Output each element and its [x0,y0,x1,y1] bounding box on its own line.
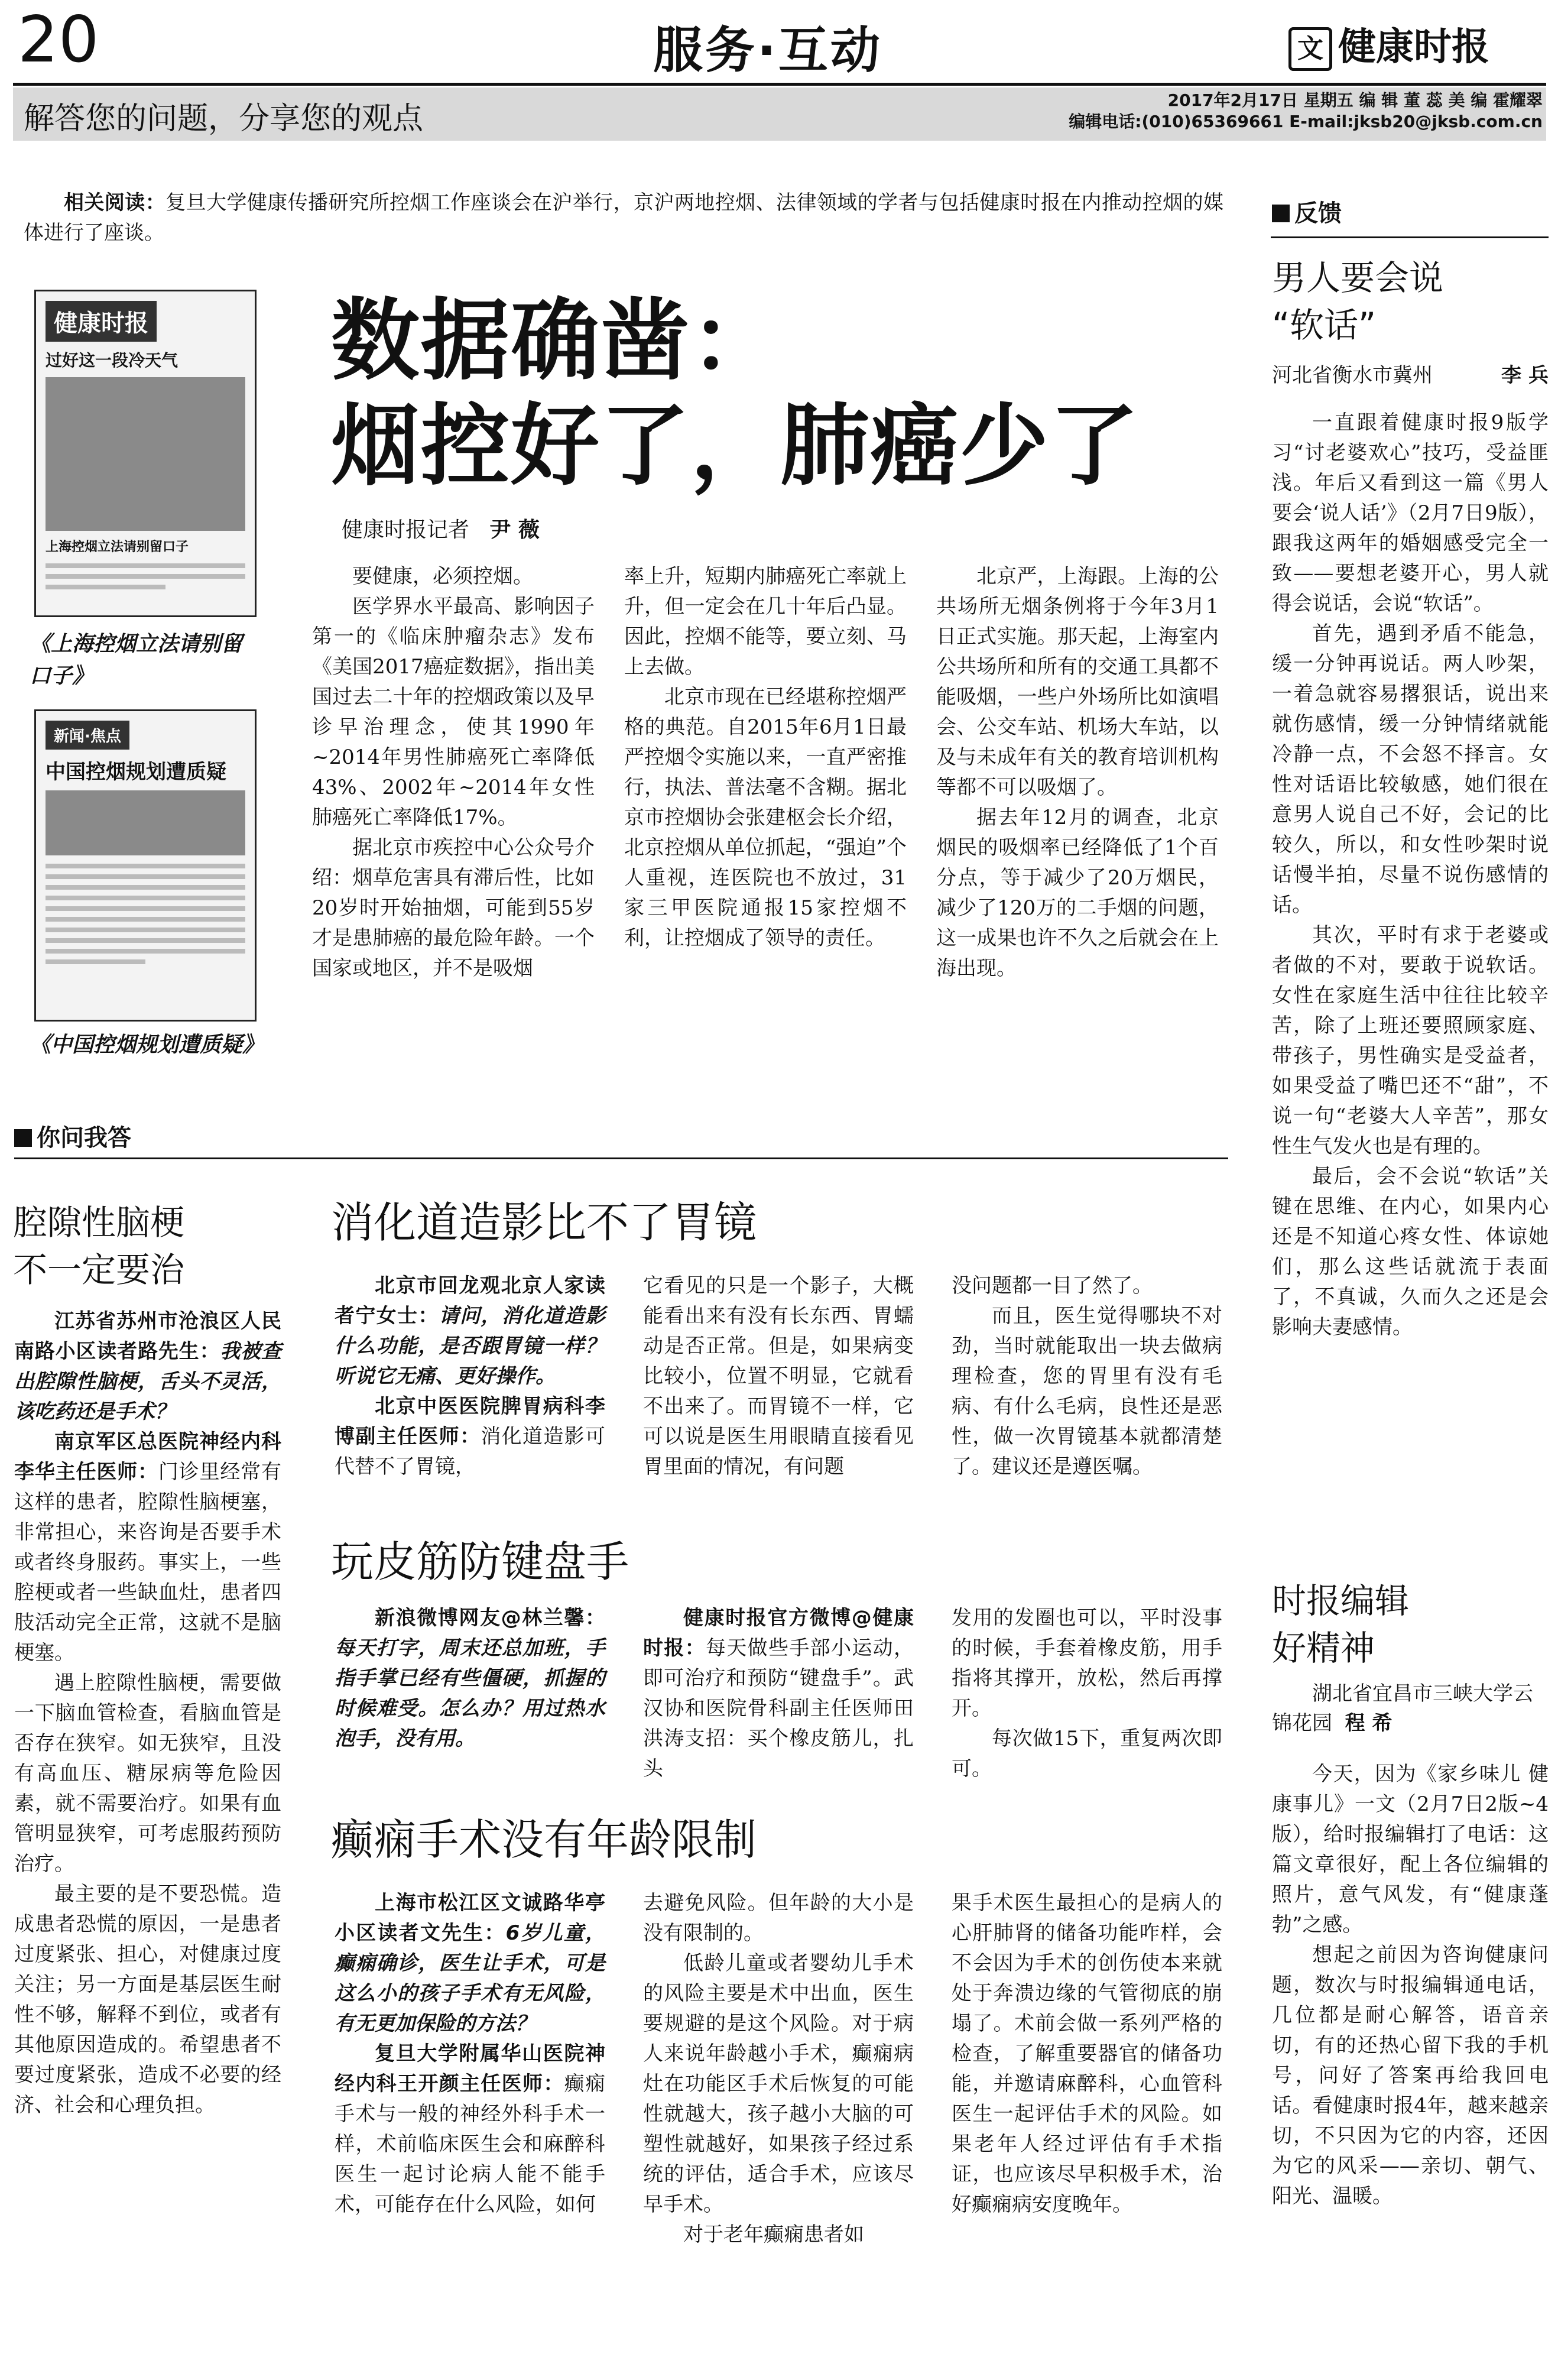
qa-article-4-col1 [335,1888,605,2220]
question-label: 上海市松江区文诚路华亭小区读者文先生： [335,1891,605,1945]
question-text: 请问，消化道造影什么功能，是否跟胃镜一样？听说它无痛、更好操作。 [335,1304,606,1388]
lead-paragraph: 北京市现在已经堪称控烟严格的典范。自2015年6月1日最严控烟令实施以来，一直严密推行，执法、普法毫不含糊。据北京市控烟协会张建枢会长介绍，北京控烟从单位抓起，“强迫”个人重视，连医院也不放过，31家三甲医院通报15家控烟不利，让控烟成了领导的责任。 [624,685,907,950]
letter-1-body [1272,408,1549,1343]
question-label: 江苏省苏州市沧浪区人民南路小区读者路先生： [14,1309,281,1363]
qa-article-2-col3 [952,1271,1222,1482]
lead-paragraph: 北京严，上海跟。上海的公共场所无烟条例将于今年3月1日正式实施。那天起，上海室内公共场所和所有的交通工具都不能吸烟，一些户外场所比如演唱会、公交车站、机场大车站，以及与未成年有关的教育培训机构等都不可以吸烟了。 [936,565,1219,799]
tagline: 解答您的问题，分享您的观点 [24,101,424,137]
thumbnail-logo: 新闻·焦点 [46,721,129,750]
related-reading-label: 相关阅读： [64,191,166,215]
answer-paragraph: 果手术医生最担心的是病人的心肝肺肾的储备功能咋样，会不会因为手术的创伤使本来就处于奔溃边缘的气管彻底的崩塌了。术前会做一系列严格的检查，了解重要器官的储备功能，并邀请麻醉科，心血管科医生一起评估手术的风险。如果老年人经过评估有手术指证，也应该尽早积极手术，治好癫痫病安度晚年。 [952,1891,1222,2216]
answer-paragraph: 没问题都一目了然了。 [952,1274,1153,1298]
letter-1-author [1272,361,1549,390]
answer-label: 健康时报官方微博@健康时报： [643,1606,914,1660]
issue-date-editors: 2017年2月17日 星期五 编 辑 董 蕊 美 编 霍耀翠 [1167,90,1543,110]
letter-paragraph: 其次，平时有求于老婆或者做的不对，要敢于说软话。女性在家庭生活中往往比较辛苦，除了上班还要照顾家庭、带孩子，男性确实是受益者，如果受益了嘴巴还不“甜”，不说一句“老婆大人辛苦”，那女性生气发火也是有理的。 [1272,923,1549,1158]
logo-mark-icon: 文 [1288,27,1332,71]
byline-name: 尹 薇 [489,518,540,542]
qa-article-3-col3 [952,1603,1222,1784]
answer-text: 门诊里经常有这样的患者，腔隙性脑梗塞，非常担心，来咨询是否要手术或者终身服药。事实上，一些腔梗或者一些缺血灶，患者四肢活动完全正常，这就不是脑梗塞。 [14,1460,282,1665]
answer-text: 每天做些手部小运动，即可治疗和预防“键盘手”。武汉协和医院骨科副主任医师田洪涛支招：买个橡皮筋儿，扎头 [643,1636,914,1781]
square-bullet-icon [14,1129,32,1147]
answer-paragraph: 遇上腔隙性脑梗，需要做一下脑血管检查，看脑血管是否存在狭窄。如无狭窄，且没有高血压、糖尿病等危险因素，就不需要治疗。如果有血管明显狭窄，可考虑服药预防治疗。 [14,1671,281,1876]
letter-2-body [1272,1759,1549,2212]
letter-2-author [1272,1679,1549,1738]
lead-column-1 [312,562,595,984]
lead-paragraph: 据去年12月的调查，北京烟民的吸烟率已经降低了1个百分点，等于减少了20万烟民，减少了120万的二手烟的问题，这一成果也许不久之后就会在上海出现。 [936,806,1219,980]
qa-article-3-col2 [643,1603,914,1784]
qa-article-2-col2 [643,1271,914,1482]
qa-article-3-col1 [335,1603,605,1754]
question-text: 每天打字，周末还总加班，手指手掌已经有些僵硬，抓握的时候难受。怎么办？用过热水泡手，没有用。 [335,1636,605,1750]
answer-label: 北京中医医院脾胃病科李博副主任医师： [335,1395,605,1448]
qa-article-4-col2 [643,1888,914,2250]
newspaper-thumbnail-1 [34,290,257,617]
author-name: 李 兵 [1501,364,1549,387]
thumbnail-footer: 上海控烟立法请别留口子 [46,540,189,555]
qa-article-1-title: 腔隙性脑梗 不一定要治 [13,1202,185,1290]
qa-article-1-body [14,1306,281,2120]
thumbnail-title: 过好这一段冷天气 [46,351,178,370]
lead-byline [342,513,540,543]
answer-paragraph: 它看见的只是一个影子，大概能看出来有没有长东西、胃蠕动是否正常。但是，如果病变比较小，位置不明显，它就看不出来了。而胃镜不一样，它可以说是医生用眼睛直接看见胃里面的情况，有问题 [643,1274,914,1478]
qa-article-3-title: 玩皮筋防键盘手 [331,1537,629,1587]
byline-label: 健康时报记者 [342,518,470,542]
qa-article-2-title: 消化道造影比不了胃镜 [331,1198,757,1247]
lead-headline-line2: 烟控好了，肺癌少了 [331,395,1140,498]
letter-paragraph: 首先，遇到矛盾不能急，缓一分钟再说话。两人吵架，一着急就容易撂狠话，说出来就伤感情，缓一分钟情绪就能冷静一点，不会怒不择言。女性对话语比较敏感，她们很在意男人说自己不好，会记的比较久，所以，和女性吵架时说话慢半拍，尽量不说伤感情的话。 [1272,622,1549,917]
thumbnail-photo [46,377,245,531]
author-name: 程 希 [1345,1711,1393,1735]
qa-article-2-col1 [335,1271,605,1482]
letter-paragraph: 最后，会不会说“软话”关键在思维、在内心，如果内心还是不知道心疼女性、体谅她们，那么这些话就流于表面了，不真诚，久而久之还是会影响夫妻感情。 [1272,1165,1549,1339]
question-label: 北京市回龙观北京人家读者宁女士： [335,1274,605,1328]
author-location: 河北省衡水市冀州 [1272,364,1433,387]
author-location: 湖北省宜昌市三峡大学云锦花园 [1272,1682,1533,1735]
lead-paragraph: 率上升，短期内肺癌死亡率就上升，但一定会在几十年后凸显。因此，控烟不能等，要立刻、马上去做。 [624,565,907,679]
square-bullet-icon [1272,205,1290,222]
thumbnail-caption-2: 《中国控烟规划遭质疑》 [30,1032,264,1057]
masthead-logo [1288,17,1489,71]
thumbnail-text-lines [46,864,245,964]
lead-column-2 [624,562,907,954]
qa-top-rule [14,1157,1228,1159]
thumbnail-logo: 健康时报 [46,301,157,342]
qa-column-label: 你问我答 [14,1123,131,1153]
answer-paragraph: 低龄儿童或者婴幼儿手术的风险主要是术中出血，医生要规避的是这个风险。对于病人来说年龄越小手术，癫痫病灶在功能区手术后恢复的可能性就越大，孩子越小大脑的可塑性就越好，如果孩子经过系统的评估，适合手术，应该尽早手术。 [643,1951,914,2216]
lead-paragraph: 要健康，必须控烟。 [352,565,533,588]
letter-2-title: 时报编辑 好精神 [1272,1581,1410,1668]
lead-paragraph: 医学界水平最高、影响因子第一的《临床肿瘤杂志》发布《美国2017癌症数据》，指出美国过去二十年的控烟政策以及早诊早治理念，使其1990年~2014年男性肺癌死亡率降低43%、2002年~2014年女性肺癌死亡率降低17%。 [312,595,595,829]
lead-headline [331,288,1229,499]
editor-contact: 编辑电话:(010)65369661 E-mail:jksb20@jksb.com.cn [1069,112,1543,131]
answer-paragraph: 而且，医生觉得哪块不对劲，当时就能取出一块去做病理检查，您的胃里有没有毛病、有什么毛病，良性还是恶性，做一次胃镜基本就都清楚了。建议还是遵医嘱。 [952,1304,1222,1478]
letter-paragraph: 今天，因为《家乡味儿 健康事儿》一文（2月7日2版~4版），给时报编辑打了电话：这篇文章很好，配上各位编辑的照片，意气风发，有“健康蓬勃”之感。 [1272,1762,1549,1937]
qa-article-4-title: 癫痫手术没有年龄限制 [331,1815,757,1865]
qa-article-4-col3 [952,1888,1222,2220]
question-text: 我被查出腔隙性脑梗，舌头不灵活，该吃药还是手术？ [14,1340,282,1424]
thumbnail-text-lines [46,563,245,589]
thumbnail-photo [46,790,245,855]
question-label: 新浪微博网友@林兰馨： [375,1606,605,1630]
related-reading-text: 复旦大学健康传播研究所控烟工作座谈会在沪举行，京沪两地控烟、法律领域的学者与包括健康时报在内推动控烟的媒体进行了座谈。 [24,191,1224,245]
logo-text: 健康时报 [1338,25,1489,69]
answer-paragraph: 最主要的是不要恐慌。造成患者恐慌的原因，一是患者过度紧张、担心，对健康过度关注；另一方面是基层医生耐性不够，解释不到位，或者有其他原因造成的。希望患者不要过度紧张，造成不必要的经济、社会和心理负担。 [14,1882,281,2117]
letter-1-title: 男人要会说 “软话” [1272,258,1444,345]
thumbnail-caption-1: 《上海控烟立法请别留口子》 [30,631,243,688]
answer-label: 复旦大学附属华山医院神经内科王开颜主任医师： [335,2042,605,2096]
lead-headline-line1: 数据确凿： [331,290,781,393]
feedback-top-rule [1271,236,1549,238]
answer-paragraph: 对于老年癫痫患者如 [683,2223,864,2246]
thumbnail-title: 中国控烟规划遭质疑 [46,760,226,784]
letter-paragraph: 想起之前因为咨询健康问题，数次与时报编辑通电话，几位都是耐心解答，语音亲切，有的还热心留下我的手机号，问好了答案再给我回电话。看健康时报4年，越来越亲切，不只因为它的内容，还因为它的风采——亲切、朝气、阳光、温暖。 [1272,1943,1549,2208]
page-number: 20 [18,3,99,77]
newspaper-thumbnail-2 [34,709,257,1022]
question-text: 6岁儿童，癫痫确诊，医生让手术，可是这么小的孩子手术有无风险，有无更加保险的方法？ [335,1921,605,2035]
answer-text: 消化道造影可代替不了胃镜， [335,1425,606,1478]
section-title: 服务·互动 [653,21,882,79]
answer-paragraph: 发用的发圈也可以，平时没事的时候，手套着橡皮筋，用手指将其撑开，放松，然后再撑开。 [952,1606,1222,1720]
related-reading [24,188,1223,248]
feedback-column-label: 反馈 [1272,199,1342,228]
answer-label: 南京军区总医院神经内科李华主任医师： [14,1430,281,1484]
header-rule [13,83,1546,86]
answer-paragraph: 去避免风险。但年龄的大小是没有限制的。 [643,1891,914,1945]
issue-meta [922,90,1543,132]
answer-paragraph: 每次做15下，重复两次即可。 [952,1727,1222,1781]
answer-text: 癫痫手术与一般的神经外科手术一样，术前临床医生会和麻醉科医生一起讨论病人能不能手术，可能存在什么风险，如何 [335,2072,606,2216]
lead-paragraph: 据北京市疾控中心公众号介绍：烟草危害具有滞后性，比如20岁时开始抽烟，可能到55岁才是患肺癌的最危险年龄。一个国家或地区，并不是吸烟 [312,836,595,980]
lead-column-3 [936,562,1219,984]
letter-paragraph: 一直跟着健康时报9版学习“讨老婆欢心”技巧，受益匪浅。年后又看到这一篇《男人要会‘说人话’》（2月7日9版），跟我这两年的婚姻感受完全一致——要想老婆开心，男人就得会说话，会说“软话”。 [1272,411,1549,615]
